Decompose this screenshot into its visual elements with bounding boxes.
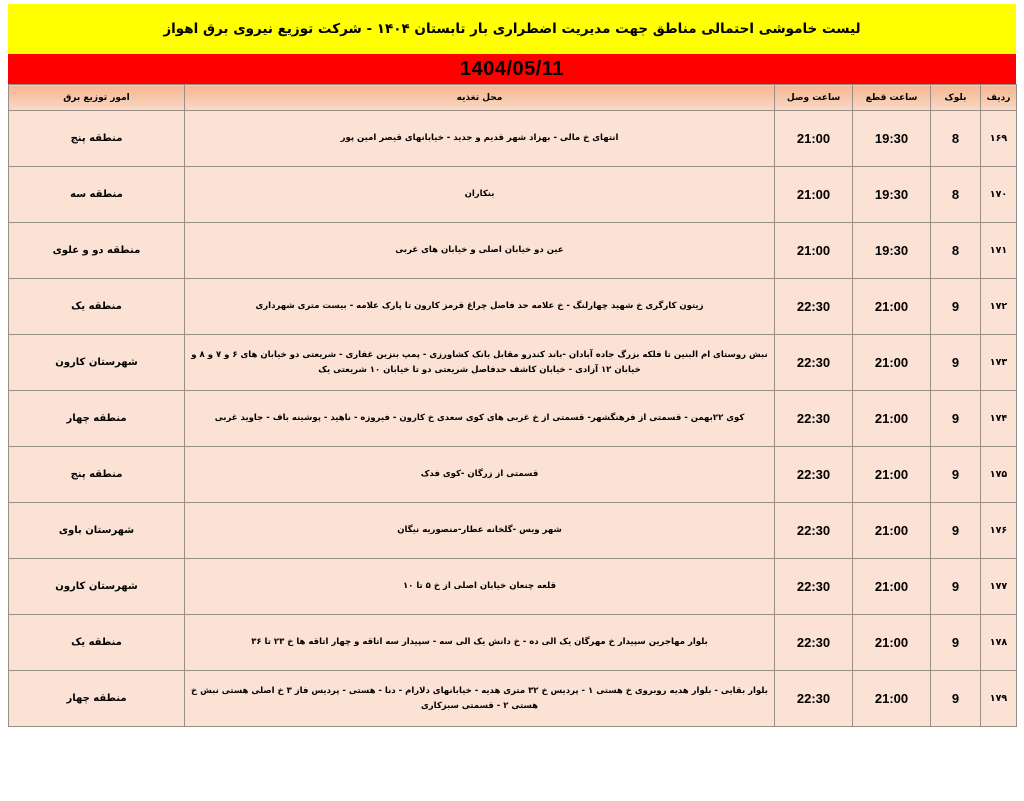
cell-saat-vasl: 22:30 [775, 279, 853, 335]
cell-mahal-taghzieh: عین دو خیابان اصلی و خیابان های غربی [185, 223, 775, 279]
cell-radif: ۱۷۹ [981, 671, 1017, 727]
cell-radif: ۱۷۰ [981, 167, 1017, 223]
cell-mahal-taghzieh: انتهای خ مالی - بهزاد شهر قدیم و جدید - خیابانهای قیصر امین پور [185, 111, 775, 167]
cell-saat-ghat: 21:00 [853, 279, 931, 335]
cell-saat-ghat: 19:30 [853, 111, 931, 167]
cell-blok: 9 [931, 447, 981, 503]
cell-mahal-taghzieh: شهر ویس -گلخانه عطار-منصوریه نیگان [185, 503, 775, 559]
cell-saat-vasl: 22:30 [775, 335, 853, 391]
outage-table-container [8, 84, 1016, 727]
cell-mahal-taghzieh: نبش روستای ام البنین تا فلکه بزرگ جاده آبادان -باند کندرو مقابل بانک کشاورزی - پمپ بنزین غفاری - شریعتی دو خیابان های ۶ و ۷ و ۸ و خیابان ۱۲ آزادی - خیابان کاشف حدفاصل شریعتی دو تا خیابان ۱۰ شریعتی یک [185, 335, 775, 391]
cell-saat-ghat: 21:00 [853, 447, 931, 503]
column-header-blok: بلوک [931, 85, 981, 111]
column-header-radif: ردیف [981, 85, 1017, 111]
table-body [9, 111, 1017, 727]
cell-omur-tozi: شهرستان کارون [9, 335, 185, 391]
outage-table [8, 84, 1017, 727]
cell-radif: ۱۷۳ [981, 335, 1017, 391]
table-row [9, 223, 1017, 279]
table-row [9, 167, 1017, 223]
cell-saat-vasl: 22:30 [775, 503, 853, 559]
table-row [9, 559, 1017, 615]
cell-radif: ۱۷۸ [981, 615, 1017, 671]
cell-saat-vasl: 22:30 [775, 615, 853, 671]
cell-omur-tozi: منطقه سه [9, 167, 185, 223]
cell-saat-vasl: 21:00 [775, 167, 853, 223]
cell-blok: 9 [931, 615, 981, 671]
table-row [9, 391, 1017, 447]
cell-saat-vasl: 22:30 [775, 671, 853, 727]
cell-saat-ghat: 21:00 [853, 671, 931, 727]
cell-saat-vasl: 22:30 [775, 447, 853, 503]
cell-radif: ۱۷۱ [981, 223, 1017, 279]
cell-saat-ghat: 21:00 [853, 559, 931, 615]
cell-blok: 9 [931, 335, 981, 391]
cell-blok: 8 [931, 223, 981, 279]
cell-blok: 9 [931, 391, 981, 447]
cell-saat-ghat: 21:00 [853, 615, 931, 671]
cell-omur-tozi: منطقه یک [9, 279, 185, 335]
cell-saat-vasl: 21:00 [775, 223, 853, 279]
column-header-omur-tozi: امور توزیع برق [9, 85, 185, 111]
document-date-bar [8, 54, 1016, 84]
cell-mahal-taghzieh: قسمتی از زرگان -کوی فدک [185, 447, 775, 503]
column-header-saat-ghat: ساعت قطع [853, 85, 931, 111]
table-row [9, 615, 1017, 671]
cell-radif: ۱۷۴ [981, 391, 1017, 447]
cell-blok: 9 [931, 279, 981, 335]
column-header-mahal-taghzieh: محل تغذیه [185, 85, 775, 111]
cell-saat-ghat: 21:00 [853, 391, 931, 447]
cell-omur-tozi: شهرستان باوی [9, 503, 185, 559]
cell-blok: 8 [931, 111, 981, 167]
cell-omur-tozi: منطقه چهار [9, 391, 185, 447]
cell-radif: ۱۷۶ [981, 503, 1017, 559]
cell-saat-vasl: 22:30 [775, 391, 853, 447]
table-row [9, 335, 1017, 391]
cell-saat-ghat: 19:30 [853, 223, 931, 279]
table-row [9, 447, 1017, 503]
cell-radif: ۱۷۵ [981, 447, 1017, 503]
column-header-saat-vasl: ساعت وصل [775, 85, 853, 111]
cell-blok: 9 [931, 503, 981, 559]
cell-mahal-taghzieh: بلوار بقایی - بلوار هدیه روبروی خ هستی ۱ - پردیس خ ۳۲ متری هدیه - خیابانهای دلارام - دنا - هستی - پردیس فاز ۳ خ اصلی هستی نبش خ هستی ۲ - قسمتی سبزکاری [185, 671, 775, 727]
cell-mahal-taghzieh: زیتون کارگری خ شهید چهارلنگ - خ علامه حد فاصل چراغ قرمز کارون تا پارک علامه - بیست متری شهرداری [185, 279, 775, 335]
cell-radif: ۱۶۹ [981, 111, 1017, 167]
table-header [9, 85, 1017, 111]
cell-saat-ghat: 21:00 [853, 335, 931, 391]
cell-omur-tozi: منطقه چهار [9, 671, 185, 727]
table-row [9, 671, 1017, 727]
cell-blok: 9 [931, 559, 981, 615]
document-title-bar [8, 4, 1016, 54]
cell-saat-ghat: 19:30 [853, 167, 931, 223]
cell-saat-ghat: 21:00 [853, 503, 931, 559]
cell-omur-tozi: منطقه پنج [9, 447, 185, 503]
table-header-row [9, 85, 1017, 111]
cell-omur-tozi: شهرستان کارون [9, 559, 185, 615]
table-row [9, 279, 1017, 335]
table-row [9, 503, 1017, 559]
table-row [9, 111, 1017, 167]
cell-saat-vasl: 22:30 [775, 559, 853, 615]
schedule-date: 1404/05/11 [460, 57, 564, 80]
cell-radif: ۱۷۲ [981, 279, 1017, 335]
cell-omur-tozi: منطقه دو و علوی [9, 223, 185, 279]
cell-omur-tozi: منطقه پنج [9, 111, 185, 167]
cell-radif: ۱۷۷ [981, 559, 1017, 615]
cell-blok: 9 [931, 671, 981, 727]
cell-omur-tozi: منطقه یک [9, 615, 185, 671]
cell-mahal-taghzieh: کوی ۲۲بهمن - قسمتی از فرهنگشهر- قسمتی از خ غربی های کوی سعدی خ کارون - فیروزه - ناهید - پوشینه باف - جاوید غربی [185, 391, 775, 447]
cell-mahal-taghzieh: بلوار مهاجرین سپیدار خ مهرگان یک الی ده - خ دانش یک الی سه - سپیدار سه اتاقه و چهار اتاقه ها خ ۲۳ تا ۳۶ [185, 615, 775, 671]
cell-mahal-taghzieh: بنکاران [185, 167, 775, 223]
cell-saat-vasl: 21:00 [775, 111, 853, 167]
cell-blok: 8 [931, 167, 981, 223]
page-title: لیست خاموشی احتمالی مناطق جهت مدیریت اضطراری بار تابستان ۱۴۰۴ - شرکت توزیع نیروی برق اهواز [163, 21, 861, 37]
cell-mahal-taghzieh: قلعه چنعان خیابان اصلی از خ ۵ تا ۱۰ [185, 559, 775, 615]
